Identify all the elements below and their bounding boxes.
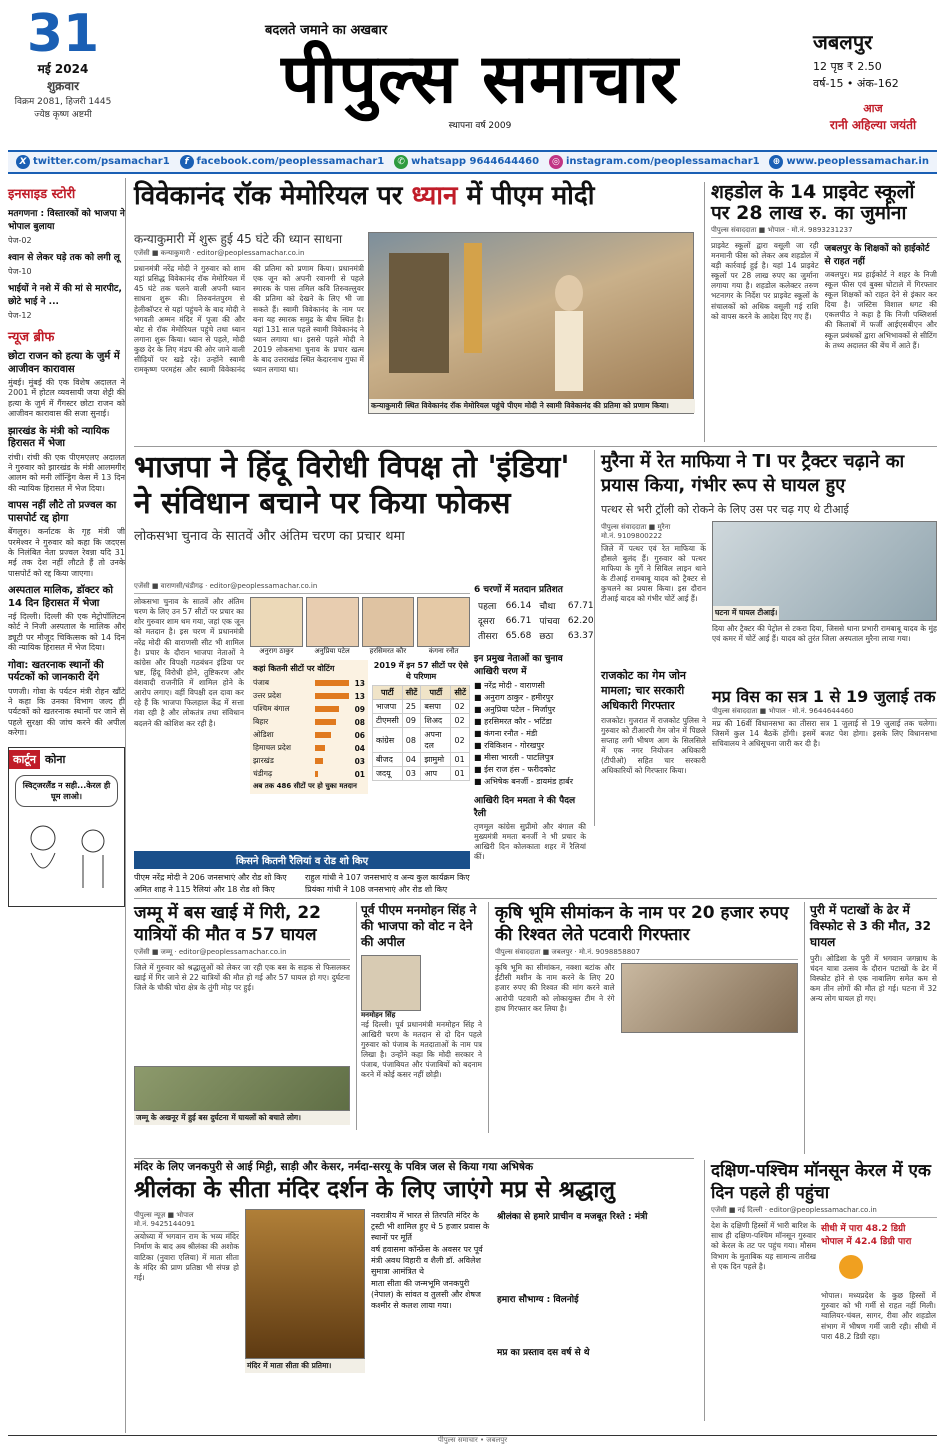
sidhi-temperature: सीधी में पारा 48.2 डिग्री [821,1224,906,1235]
story-manmohan [356,902,482,1130]
cartoon-bubble: स्विट्जरलैंड न सही...केरल ही घूम लाओ। [15,775,118,807]
cartoon-drawing [13,813,123,893]
bar-value: 08 [354,717,365,727]
jabalpur-teachers-body: जबलपुर। मप्र हाईकोर्ट ने शहर के निजी स्कूल फीस एवं बुक्स घोटाले में गिरफ्तार स्कूल शिक्षकों को राहत देने से इंकार कर दिया है। जस्टिस विशाल धगट की एकलपीठ ने कहा है कि निजी पब्लिशर्स की किताबों में फर्जी आईएसबीएन और स्कूल प्रबंधकों द्वारा अभिभावकों से सीटिंग के तथ्य अदालत की बेंच में आते हैं। [824,269,937,350]
sita-photo [245,1209,365,1359]
brief-item: वापस नहीं लौटे तो प्रज्वल का पासपोर्ट रद्द होगा बेंगलुरु। कर्नाटक के गृह मंत्री जी परमेश्वर ने गुरुवार को कहा कि जदएस के निलंबित नेता प्रज्वल रेवन्ना यदि 31 मई तक देश नहीं लौटते हैं तो उनके पासपोर्ट को रद्द किया जाएगा। [8,500,125,578]
morena-subheadline: पत्थर से भरी ट्रॉली को रोकने के लिए उस पर चढ़ गए थे टीआई [601,502,849,516]
mp-assembly-headline: मप्र विस का सत्र 1 से 19 जुलाई तक [712,686,936,706]
bhopal-heat-body: भोपाल। मध्यप्रदेश के कुछ हिस्सों में गुरुवार को भी गर्मी से राहत नहीं मिली। ग्वालियर-चंबल, सागर, रीवा और शहडोल संभाग में भीषण गर्मी जारी रही। सीधी में पारा 48.2 डिग्री रहा। [821,1291,936,1341]
srilanka-byline: पीपुल्स न्यूज़ ■ भोपाल मो.नं. 9425144091 [134,1209,239,1232]
patwari-headline: कृषि भूमि सीमांकन के नाम पर 20 हजार रुपए की रिश्वत लेते पटवारी गिरफ्तार [495,903,789,946]
turnout-table [474,598,598,643]
leader-item: ■ अनुप्रिया पटेल - मिर्जापुर [474,705,556,714]
brief-item: छोटा राजन को हत्या के जुर्म में आजीवन कारावास मुंबई। मुंबई की एक विशेष अदालत ने 2001 में होटल व्यवसायी जया शेट्टी की हत्या के जुर्म में गैंगस्टर छोटा राजन को आजीवन कारावास की सजा सुनाई। [8,351,125,419]
footer: पीपुल्स समाचार • जबलपुर [8,1435,937,1443]
bar-mark [315,745,325,751]
story-shahdol [704,182,937,442]
bjp-subheadline: लोकसभा चुनाव के सातवें और अंतिम चरण का प्रचार थमा [134,529,405,544]
bar-rows [253,677,365,780]
bar-row [253,677,365,689]
morena-headline: मुरैना में रेत माफिया ने TI पर ट्रैक्टर चढ़ाने का प्रयास किया, गंभीर रूप से घायल हुए [601,451,905,497]
headline-part: में पीएम मोदी [466,181,595,211]
bar-value: 13 [354,691,365,701]
turnout-row: तीसरा 65.68 छठा 63.37 [478,630,594,642]
divider [134,1158,694,1159]
srilanka-side-headline: श्रीलंका से हमारे प्राचीन व मजबूत रिश्ते : मंत्री [497,1212,648,1223]
edition-block [813,28,933,133]
jammu-photo [134,1066,350,1111]
bar-mark [315,732,331,738]
pm-story-body: प्रधानमंत्री नरेंद्र मोदी ने गुरुवार को शाम यहां प्रसिद्ध विवेकानंद रॉक मेमोरियल में 45 घंटे तक चलने वाली अपनी ध्यान साधना शुरू की। तिरुवनंतपुरम से हेलीकॉप्टर से यहां पहुंचने के बाद मोदी ने भगवती अम्मन मंदिर में पूजा की और बोट से रॉक मेमोरियल पहुंचे तथा ध्यान लगाना शुरू किया। ध्यान से पहले, मोदी कुछ देर के लिए मंडप की ओर जाने वाली सीढ़ियों पर खड़े रहे। उन्होंने स्वामी रामकृष्ण परमहंस और स्वामी विवेकानंद की प्रतिमा को प्रणाम किया। प्रधानमंत्री एक जून को अपनी रवानगी से पहले स्मारक के पास तमिल कवि तिरुवल्लुवर की प्रतिमा को देखने के लिए भी जा सकते हैं। स्वामी विवेकानंद के नाम पर बना यह स्मारक समुद्र के बीच स्थित है। यहां 131 साल पहले स्वामी विवेकानंद ने ध्यान लगाया था। इससे पहले मोदी ने 2019 लोकसभा चुनाव के प्रचार खत्म के बाद उत्तराखंड स्थित केदारनाथ गुफा में ध्यान लगाया था। [134,264,364,375]
bjp-byline: एजेंसी ■ वाराणसी/चंडीगढ़ · editor@peoplessamachar.co.in [134,580,470,594]
monsoon-body: देश के दक्षिणी हिस्सों में भारी बारिश के साथ ही दक्षिण-पश्चिम मॉनसून गुरुवार को केरल के तट पर पहुंच गया। मौसम विभाग के मुताबिक यह सामान्य तारीख से एक दिन पहले है। [711,1221,816,1271]
pm-byline: एजेंसी ■ कन्याकुमारी · editor@peoplessamachar.co.in [134,247,364,261]
bar-label: बिहार [253,717,269,726]
social-bar [8,150,937,174]
leader-item: ■ मीसा भारती - पाटलिपुत्र [474,753,554,762]
date-tithi: ज्येष्ठ कृष्ण अष्टमी [34,110,92,120]
bar-row [253,768,365,780]
masthead-tagline: बदलते जमाने का अखबार [265,23,388,38]
srilanka-kicker: मंदिर के लिए जनकपुरी से आई मिट्टी, साड़ी और केसर, नर्मदा-सरयू के पवित्र जल से किया गया अभिषेक [134,1161,534,1173]
bjp-body: लोकसभा चुनाव के सातवें और अंतिम चरण के लिए उन 57 सीटों पर प्रचार का शोर गुरुवार शाम थम गया, जहां एक जून को मतदान है। इस चरण में प्रधानमंत्री नरेंद्र मोदी की वाराणसी सीट भी शामिल है। प्रचार के दौरान भाजपा नेताओं ने कांग्रेस और विपक्षी गठबंधन इंडिया पर भ्रष्ट, हिंदू विरोधी होने, तुष्टिकरण और वंशवादी राजनीति में शामिल होने के आरोप लगाए। वहीं विपक्षी दल दावा कर रहे हैं कि भाजपा फिलहाल केंद्र में सत्ता गंवा रही है और लोकतंत्र तथा संविधान बदलने की कोशिश कर रही है। [134,597,244,728]
brief-item: अस्पताल मालिक, डॉक्टर को 14 दिन हिरासत में भेजा नई दिल्ली। दिल्ली की एक मेट्रोपॉलिटन कोर्ट ने निजी अस्पताल के मालिक और ड्यूटी पर मौजूद चिकित्सक को 14 दिन की न्यायिक हिरासत में भेज दिया। [8,585,125,653]
x-icon: X [16,155,30,169]
story-puri [804,902,937,1154]
bar-value: 06 [354,730,365,740]
mp-assembly-body: मप्र की 16वीं विधानसभा का तीसरा सत्र 1 जुलाई से 19 जुलाई तक चलेगा। जिसमें कुल 14 बैठकें होंगी। इसमें बजट पेश होगा। इसके लिए विधानसभा सचिवालय ने अधिसूचना जारी कर दी है। [712,719,937,749]
bar-label: उत्तर प्रदेश [253,691,282,700]
bar-label: हिमाचल प्रदेश [253,743,291,752]
rally-item: अमित शाह ने 115 रैलियां और 18 रोड शो किए [134,885,275,894]
patwari-byline: पीपुल्स संवाददाता ■ जबलपुर · मो.नं. 9098858807 [495,946,798,960]
srilanka-side2-headline: हमारा सौभाग्य : विलनोई [497,1295,579,1306]
bullet-item: वर्ष हवासमा कॉन्फ्रेंस के अवसर पर पूर्व मंत्री अवध विहारी व शैली डॉ. अविलेश सुमात्रा आमंत्रित थे [371,1245,483,1277]
leader-item: ■ रविकिशन - गोरखपुर [474,741,545,750]
instagram-icon: ◎ [549,155,563,169]
leader-item: ■ नरेंद्र मोदी - वाराणसी [474,681,545,690]
monsoon-headline: दक्षिण-पश्चिम मॉनसून केरल में एक दिन पहले ही पहुंचा [711,1161,931,1204]
results-row: कांग्रेस 08 अपना दल 02 [373,728,470,753]
candidate-card: अनुप्रिया पटेल [306,597,359,656]
bar-row [253,729,365,741]
shahdol-headline: शहडोल के 14 प्राइवेट स्कूलों पर 28 लाख रु. का जुर्माना [711,181,915,224]
left-column [8,178,126,1433]
news-brief-title: न्यूज ब्रीफ [8,330,55,345]
sita-caption: मंदिर में माता सीता की प्रतिमा। [245,1359,365,1373]
turnout-row: पहला 66.14 चौथा 67.71 [478,600,594,612]
story-srilanka [134,1160,694,1402]
pm-photo-caption: कन्याकुमारी स्थित विवेकानंद रॉक मेमोरियल पहुंचे पीएम मोदी ने स्वामी विवेकानंद की प्रतिमा को प्रणाम किया। [369,399,695,413]
story-jammu [134,902,350,1125]
results-2019-title: 2019 में इन 57 सीटों पर ऐसे थे परिणाम [373,661,469,681]
mp-assembly-byline: पीपुल्स संवाददाता ■ भोपाल · मो.नं. 9644644460 [712,705,937,719]
bhopal-temperature: भोपाल में 42.4 डिग्री पारा [821,1237,912,1248]
results-header-row: पार्टी सीटें पार्टी सीटें [373,686,470,700]
bjp-side-column [474,582,594,863]
headline-highlight: ध्यान [411,181,458,211]
bar-label: पंजाब [253,678,270,687]
bullet-item: नवरात्रीय में भारत से तिरपति मंदिर के ट्रस्टी भी शामिल हुए थे 5 हजार प्रवास के स्थानों पर मूर्ति [371,1211,490,1243]
monsoon-byline: एजेंसी ■ नई दिल्ली · editor@peoplessamachar.co.in [711,1204,937,1218]
leaders-title: इन प्रमुख नेताओं का चुनाव आखिरी चरण में [474,654,563,677]
pm-subheadline: कन्याकुमारी में शुरू हुई 45 घंटे की ध्यान साधना [134,232,343,246]
bar-mark [315,693,349,699]
edition-number: वर्ष-15 • अंक-162 [813,77,899,90]
inside-story-title: इनसाइड स्टोरी [8,187,76,202]
facebook-icon: f [180,155,194,169]
turnout-title: 6 चरणों में मतदान प्रतिशत [474,585,563,595]
morena-body: जिले में पत्थर एवं रेत माफिया के हौसले बुलंद हैं। गुरुवार को पत्थर माफिया के गुर्गे ने सिविल लाइन थाने के टीआई रामबाबू यादव को ट्रैक्टर से कुचलने का प्रयास किया। इस दौरान टीआई यादव को गंभीर चोटें आई हैं। [601,543,706,604]
bar-row [253,690,365,702]
jammu-caption: जम्मू के अखनूर में हुई बस दुर्घटना में घायलों को बचाते लोग। [134,1111,350,1125]
results-row: टीएमसी 09 शिअद 02 [373,714,470,728]
bar-mark [315,758,323,764]
inside-item[interactable]: भाईयों ने नशे में की मां से मारपीट, छोटे भाई ने ... पेज-12 [8,284,122,320]
morena-photo [712,521,937,621]
cartoon-label: कोना [45,752,66,766]
bar-row [253,742,365,754]
mamata-body: तृणमूल कांग्रेस सुप्रीमो और बंगाल की मुख्यमंत्री ममता बनर्जी ने भी प्रचार के आखिरी दिन कोलकाता शहर में रैलियां कीं। [474,822,586,862]
sun-icon [821,1247,881,1287]
bar-row [253,755,365,767]
pages-price: 12 पृष्ठ ₹ 2.50 [813,60,882,73]
shahdol-body: प्राइवेट स्कूलों द्वारा वसूली जा रही मनमानी फीस को लेकर अब शहडोल में बड़ी कार्रवाई हुई है। यहां 14 प्राइवेट स्कूलों पर 28 लाख रुपए का जुर्माना लगाया गया है। शहडोल कलेक्टर तरुण भटनागर के निर्देश पर प्राइवेट स्कूलों के संचालकों को अधिक वसूली गई राशि को वापस करने के आदेश दिए गए हैं। [711,240,819,321]
bar-value: 09 [354,704,365,714]
leader-item: ■ हरसिमरत कौर - भटिंडा [474,717,552,726]
morena-body-2: दिया और ट्रैक्टर की पेट्रोल से टकरा दिया, जिससे थाना प्रभारी रामबाबू यादव के मुंह एवं कमर में चोटें आई हैं। यादव को तुरंत जिला अस्पताल मुरैना लाया गया। [712,623,937,643]
rally-item: राहुल गांधी ने 107 जनसभाएं व अन्य कुल कार्यक्रम किए [305,873,470,882]
manmohan-photo [361,955,421,1011]
story-pm-modi [134,182,694,211]
srilanka-side3-headline: मप्र का प्रस्ताव दस वर्ष से थे [497,1348,590,1359]
seats-voting-chart [250,660,368,794]
story-patwari [488,902,798,1133]
edition-city: जबलपुर [813,30,873,54]
chart-title: कहां कितनी सीटों पर वोटिंग [253,664,335,673]
date-samvat: विक्रम 2081, हिजरी 1445 [14,97,112,107]
anniversary: रानी अहिल्या जयंती [829,118,917,132]
whatsapp-link[interactable]: ✆ whatsapp 9644644460 [394,155,539,169]
bar-label: झारखंड [253,756,274,765]
candidate-card: अनुराग ठाकुर [250,597,303,656]
bullet-item: माता सीता की जन्मभूमि जनकपुरी (नेपाल) के सांवत व तुलसी और शेषज कश्मीर से कलश लाया गया। [371,1279,481,1311]
bar-mark [315,706,339,712]
rally-item: प्रियंका गांधी ने 108 जनसभाएं और रोड शो किए [305,885,448,894]
rajkot-headline: राजकोट का गेम जोन मामला; चार सरकारी अधिकारी गिरफ्तार [601,668,687,712]
morena-caption: घटना में घायल टीआई। [713,606,779,620]
mamata-title: आखिरी दिन ममता ने की पैदल रैली [474,796,576,819]
patwari-photo [621,963,798,1033]
puri-headline: पुरी में पटाखों के ढेर में विस्फोट से 3 की मौत, 32 घायल [810,903,931,950]
patwari-body: कृषि भूमि का सीमांकन, नक्शा बटांक और ईंटीसी मशीन के नाम करने के लिए 20 हजार रुपए की रिश्वत की मांग करने वाले आरोपी पटवारी को लोकायुक्त टीम ने रंगे हाथ गिरफ्तार कर लिया है। [495,963,615,1013]
bjp-headline: भाजपा ने हिंदू विरोधी विपक्ष तो 'इंडिया' ने संविधान बचाने पर किया फोकस [134,450,570,521]
bar-value: 03 [354,756,365,766]
bar-label: पश्चिम बंगाल [253,704,290,713]
twitter-link[interactable]: X twitter.com/psamachar1 [16,155,170,169]
manmohan-body: नई दिल्ली। पूर्व प्रधानमंत्री मनमोहन सिंह ने आखिरी चरण के मतदान से दो दिन पहले गुरुवार को पंजाब के मतदाताओं के नाम पत्र लिखा है। उन्होंने कहा कि मोदी सरकार ने पंजाब, पंजाबियत और पंजाबियों को बदनाम करने में कोई कसर नहीं छोड़ी। [361,1019,482,1080]
leaders-list [474,680,586,787]
bar-value: 04 [354,743,365,753]
shahdol-byline: पीपुल्स संवाददाता ■ भोपाल · मो.नं. 9893231237 [711,224,937,238]
bar-row [253,716,365,728]
instagram-link[interactable]: ◎ instagram.com/peoplessamachar1 [549,155,760,169]
leader-item: ■ अभिषेक बनर्जी - डायमंड हार्बर [474,777,573,786]
date-weekday: शुक्रवार [46,79,80,93]
turnout-row: दूसरा 66.71 पांचवा 62.20 [478,615,594,627]
chart-footnote: अब तक 486 सीटों पर हो चुका मतदान [253,782,357,790]
headline-part: विवेकानंद रॉक मेमोरियल पर [134,181,403,211]
morena-byline: पीपुल्स संवाददाता ■ मुरैना मो.नं. 9109800222 [601,521,706,544]
manmohan-label: मनमोहन सिंह [361,1010,396,1019]
results-row: बीजद 04 झामुमो 01 [373,753,470,767]
results-row: जदयू 03 आप 01 [373,767,470,781]
divider [134,898,937,899]
leader-item: ■ ईस राज हंस - फरीदकोट [474,765,556,774]
rallies-title: किसने कितनी रैलियां व रोड शो किए [134,851,470,869]
cartoon-box [8,747,125,907]
brief-item: गोवा: खतरनाक स्थानों की पर्यटकों को जानकारी देंगे पणजी। गोवा के पर्यटन मंत्री रोहन खौंटे ने कहा कि उनका विभाग जल्द ही पर्यटकों को खतरनाक स्थानों पर जाने से पहले सुरक्षा की जांच करने की अपील करेगा। [8,659,125,738]
results-row: भाजपा 25 बसपा 02 [373,700,470,714]
bar-mark [315,680,349,686]
today-label: आज [863,102,883,115]
bar-row [253,703,365,715]
rallies-list [134,871,470,896]
story-monsoon [704,1160,937,1421]
story-bjp [134,450,586,544]
manmohan-headline: पूर्व पीएम मनमोहन सिंह ने की भाजपा को वोट न देने की अपील [361,903,477,950]
bar-label: ओडिशा [253,730,274,739]
pm-photo [368,232,694,414]
brief-item: झारखंड के मंत्री को न्यायिक हिरासत में भेजा रांची। रांची की एक पीएमएलए अदालत ने गुरुवार को झारखंड के मंत्री आलमगीर आलम को मनी लॉन्ड्रिंग केस में 13 दिन की न्यायिक हिरासत में भेज दिया। [8,425,125,493]
date-day: 31 [26,4,100,64]
divider [134,446,937,447]
srilanka-body: अयोध्या में भगवान राम के भव्य मंदिर निर्माण के बाद अब श्रीलंका की अशोक वाटिका (नुवारा एलिया) में माता सीता के मंदिर की प्राण प्रतिष्ठा भी संपन्न हो गई। [134,1232,239,1282]
results-2019 [372,660,470,794]
bar-label: चंडीगढ़ [253,769,273,778]
puri-body: पुरी। ओडिशा के पुरी में भगवान जगन्नाथ के चंदन यात्रा उत्सव के दौरान पटाखों के ढेर में विस्फोट होने से एक नाबालिग समेत कम से कम तीन लोगों की मौत हो गई। घटना में 32 अन्य लोग घायल हो गए। [810,953,937,1004]
srilanka-bullets [371,1209,491,1402]
inside-item[interactable]: मतगणना : विस्तारकों को भाजपा ने भोपाल बुलाया पेज-02 [8,209,125,245]
srilanka-headline: श्रीलंका के सीता मंदिर दर्शन के लिए जाएंगे मप्र से श्रद्धालु [134,1177,615,1203]
established-year: स्थापना वर्ष 2009 [448,121,512,131]
date-month: मई 2024 [37,62,89,76]
leader-item: ■ कंगना रनौत - मंडी [474,729,538,738]
cartoon-title: कार्टून [9,750,40,769]
story-morena [594,450,937,826]
jabalpur-teachers-headline: जबलपुर के शिक्षकों को हाईकोर्ट से राहत नहीं [824,243,930,267]
website-link[interactable]: ⊕ www.peoplessamachar.in [769,155,929,169]
jammu-byline: एजेंसी ■ जम्मू · editor@peoplessamachar.co.in [134,946,350,960]
facebook-link[interactable]: f facebook.com/peoplessamachar1 [180,155,385,169]
pm-story-text-block [134,230,364,414]
candidate-card: कंगना रनौत [417,597,470,656]
jammu-headline: जम्मू में बस खाई में गिरी, 22 यात्रियों की मौत व 57 घायल [134,903,322,946]
whatsapp-icon: ✆ [394,155,408,169]
candidate-card: हरसिमरत कौर [362,597,415,656]
bar-mark [315,719,336,725]
leader-item: ■ अनुराग ठाकुर - हमीरपुर [474,693,554,702]
bjp-story-block [134,580,470,896]
jammu-body: जिले में गुरुवार को श्रद्धालुओं को लेकर जा रही एक बस के सड़क से फिसलकर खाई में गिर जाने से 22 यात्रियों की मौत हो गई और 57 घायल हो गए। दुर्घटना जिले के चौकी चोरा क्षेत्र के तुंगी मोड़ पर हुई। [134,963,350,993]
bar-value: 01 [354,769,365,779]
date-block [8,4,118,146]
masthead [195,20,765,130]
rajkot-body: राजकोट। गुजरात में राजकोट पुलिस ने गुरुवार को टीआरपी गेम जोन में पिछले सप्ताह लगी भीषण आग के सिलसिले में एक नगर नियोजन अधिकारी (टीपीओ) सहित चार सरकारी अधिकारियों को गिरफ्तार किया। [601,715,706,776]
bar-value: 13 [354,678,365,688]
candidate-photos [250,597,470,656]
results-2019-table [372,685,470,781]
paper-name: पीपुल्स समाचार [281,40,679,119]
bar-mark [315,771,318,777]
globe-icon: ⊕ [769,155,783,169]
rally-item: पीएम नरेंद्र मोदी ने 206 जनसभाएं और रोड शो किए [134,873,287,882]
inside-item[interactable]: श्वान से लेकर घड़े तक को लगी लू पेज-10 [8,253,120,276]
pm-photo-art [369,233,695,401]
